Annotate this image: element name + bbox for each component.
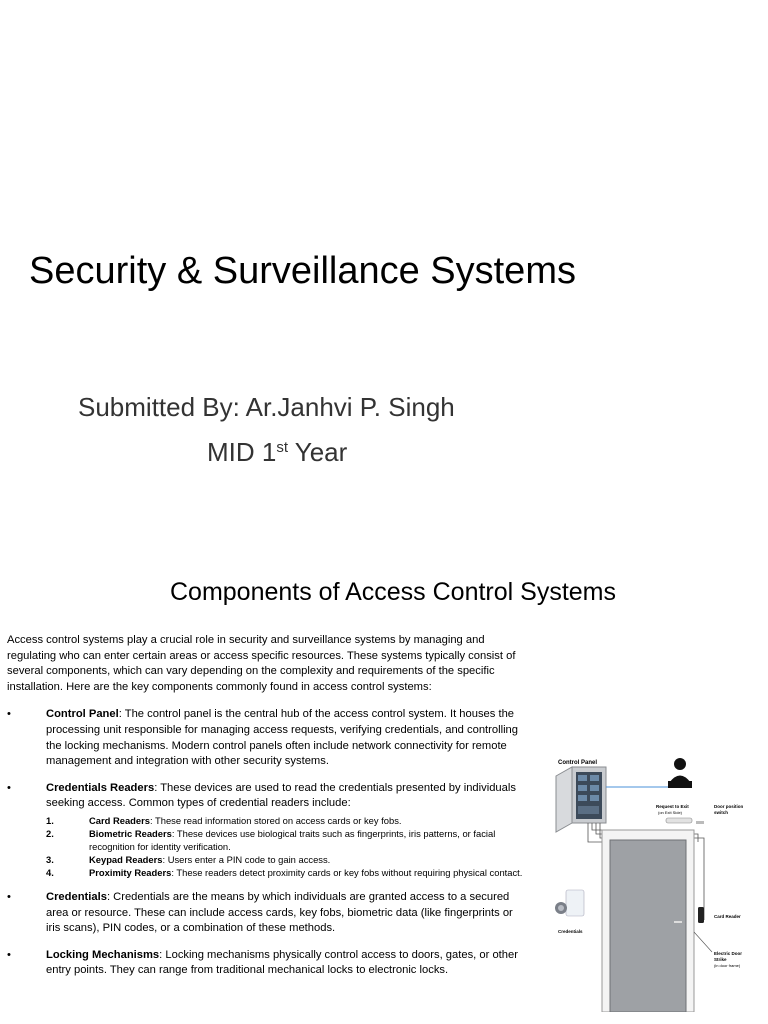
- card-reader-icon: [698, 907, 704, 923]
- list-item: [7, 781, 527, 879]
- submitted-by: Submitted By: Ar.Janhvi P. Singh: [78, 392, 455, 422]
- sub-term: Card Readers: [89, 814, 150, 826]
- item-text: : The control panel is the central hub of the access control system. It houses the processing unit responsible for managing access requests, verifying credentials, and controlling the locking mechanisms. Modern control panels often include network connectivity for remote management and integration with other security systems.: [46, 708, 518, 768]
- year-line: [207, 437, 347, 468]
- label-electric-strike: Electric Door: [714, 951, 743, 956]
- access-control-diagram: [548, 750, 762, 1012]
- label-electric-strike-sub: (in door frame): [714, 963, 741, 968]
- sub-term: Biometric Readers: [89, 827, 172, 839]
- sub-text: : These devices use biological traits such as fingerprints, iris patterns, or facial recognition for identity verification.: [89, 827, 496, 852]
- item-term: Credentials: [46, 890, 107, 903]
- item-term: Control Panel: [46, 708, 119, 721]
- sub-text: : These read information stored on access cards or key fobs.: [149, 814, 402, 826]
- list-item: [7, 707, 527, 769]
- sub-list: [46, 814, 527, 879]
- label-electric-strike-2: Strike: [714, 957, 727, 962]
- label-door-position-2: switch: [714, 810, 729, 815]
- label-door-position: Door position: [714, 804, 744, 809]
- credentials-icon: [555, 890, 584, 916]
- door-position-switch: [696, 821, 704, 824]
- sub-term: Proximity Readers: [89, 866, 172, 878]
- presentation-title: Security & Surveillance Systems: [29, 250, 576, 292]
- components-slide: [0, 560, 768, 1024]
- user-computer-icon: [668, 758, 692, 788]
- slide-body: [7, 633, 527, 990]
- sub-text: : Users enter a PIN code to gain access.: [162, 853, 331, 865]
- label-card-reader: Card Reader: [714, 914, 741, 919]
- year-suffix: Year: [288, 437, 348, 467]
- bullet-icon: •: [7, 781, 11, 794]
- label-request-to-exit: Request to Exit: [656, 804, 689, 809]
- item-text: : These devices are used to read the credentials presented by individuals seeking access. Common types of credential readers include:: [46, 781, 516, 810]
- item-term: Locking Mechanisms: [46, 948, 160, 961]
- sub-number: 3.: [46, 853, 54, 865]
- year-superscript: st: [276, 439, 289, 456]
- sub-number: 4.: [46, 866, 54, 878]
- bullet-icon: •: [7, 708, 11, 721]
- sub-list-item: [46, 866, 527, 879]
- label-credentials: Credentials: [558, 929, 583, 934]
- label-request-to-exit-sub: (on Exit Side): [658, 810, 683, 815]
- sub-list-item: [46, 827, 527, 853]
- slide-title: Components of Access Control Systems: [169, 578, 617, 606]
- bullet-icon: •: [7, 948, 11, 961]
- label-control-panel: Control Panel: [558, 760, 598, 766]
- year-prefix: MID 1: [207, 437, 277, 467]
- item-term: Credentials Readers: [46, 781, 155, 794]
- intro-paragraph: Access control systems play a crucial role in security and surveillance systems by managing and regulating who can enter certain areas or access specific resources. These systems typically consist of several components, which can vary depending on the complexity and requirements of the specific installation. Here are the key components commonly found in access control systems:: [7, 634, 516, 693]
- sub-text: : These readers detect proximity cards or key fobs without requiring physical contact.: [171, 866, 523, 878]
- sub-list-item: [46, 853, 527, 866]
- sub-term: Keypad Readers: [89, 853, 163, 865]
- list-item: [7, 890, 527, 937]
- sub-number: 2.: [46, 827, 54, 839]
- item-text: : Locking mechanisms physically control access to doors, gates, or other entry points. They can range from traditional mechanical locks to electronic locks.: [46, 948, 518, 977]
- door-icon: [602, 830, 694, 1012]
- bullet-icon: •: [7, 890, 11, 903]
- sub-number: 1.: [46, 814, 54, 826]
- control-panel-icon: [556, 767, 606, 832]
- sub-list-item: [46, 814, 527, 827]
- list-item: [7, 948, 527, 979]
- item-text: : Credentials are the means by which individuals are granted access to a secured area or resource. These can include access cards, key fobs, biometric data (like fingerprints or iris scans), PIN codes, or a combination of these methods.: [46, 890, 513, 935]
- request-to-exit-sensor: [666, 818, 692, 823]
